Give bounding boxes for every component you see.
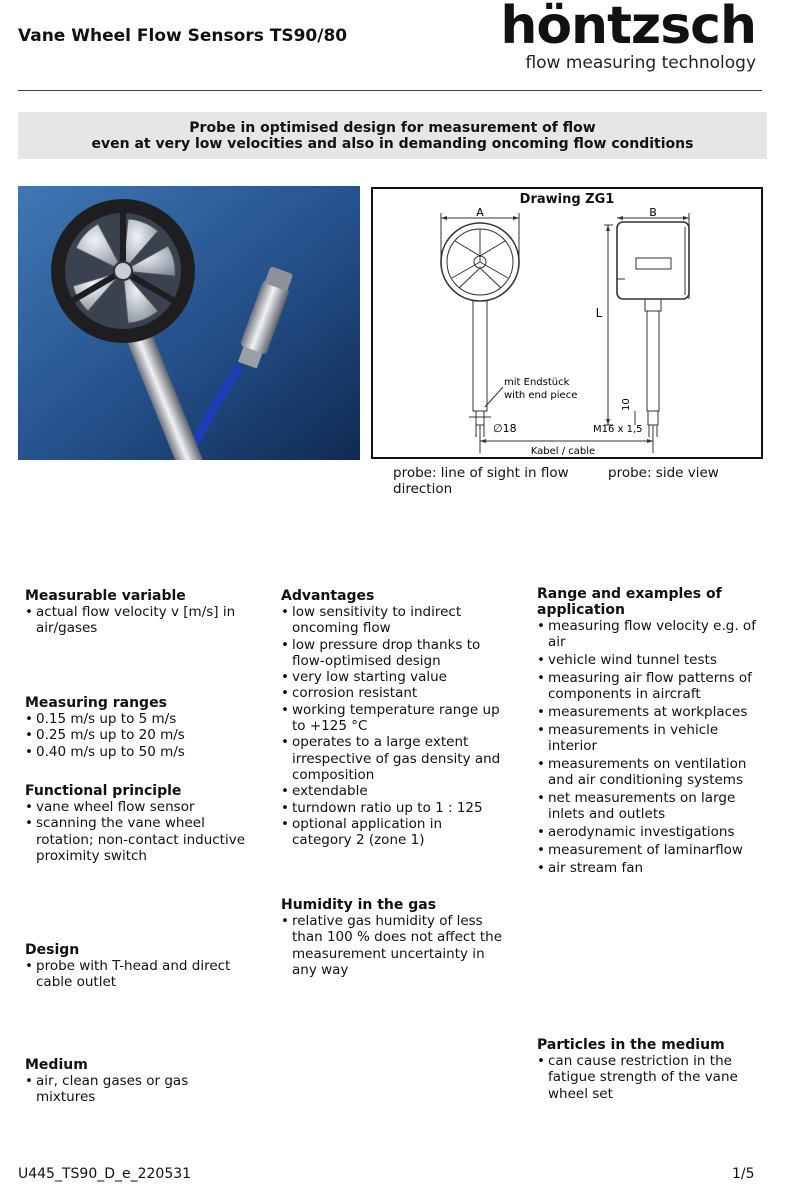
list-item: • turndown ratio up to 1 : 125 bbox=[281, 800, 503, 816]
list-item: • actual flow velocity v [m/s] in air/gases bbox=[25, 604, 255, 637]
drawing-title: Drawing ZG1 bbox=[519, 192, 615, 207]
dim-a-label: A bbox=[476, 206, 484, 219]
end-piece-label-en: with end piece bbox=[504, 390, 578, 401]
section-title: Humidity in the gas bbox=[281, 897, 437, 913]
document-title: Vane Wheel Flow Sensors TS90/80 bbox=[18, 26, 348, 46]
list-item: • aerodynamic investigations bbox=[537, 824, 759, 840]
list-item: • air, clean gases or gas mixtures bbox=[25, 1073, 225, 1106]
brand-logo bbox=[500, 0, 756, 73]
list-item: • measuring air flow patterns of components in aircraft bbox=[537, 670, 759, 703]
header-divider bbox=[18, 90, 762, 91]
list-item: • 0.15 m/s up to 5 m/s bbox=[25, 711, 255, 727]
page-number: 1/5 bbox=[732, 1166, 755, 1182]
product-photo bbox=[18, 186, 360, 460]
section-title: Range and examples of application bbox=[537, 586, 722, 618]
list-item: • probe with T-head and direct cable outlet bbox=[25, 958, 255, 991]
dim-l-label: L bbox=[595, 306, 603, 320]
list-item: • can cause restriction in the fatigue strength of the vane wheel set bbox=[537, 1053, 759, 1102]
list-item: • corrosion resistant bbox=[281, 685, 503, 701]
section-functional-principle bbox=[25, 783, 255, 864]
brand-tagline: flow measuring technology bbox=[525, 53, 756, 73]
list-item: • extendable bbox=[281, 783, 503, 799]
list-item: • working temperature range up to +125 °C bbox=[281, 702, 503, 735]
section-design bbox=[25, 942, 255, 991]
diameter-label: ∅18 bbox=[493, 422, 517, 435]
list-item: • measuring flow velocity e.g. of air bbox=[537, 618, 759, 651]
drawing-zg1 bbox=[371, 187, 763, 459]
caption-front-view: probe: line of sight in flow direction bbox=[393, 465, 569, 497]
list-item: • 0.25 m/s up to 20 m/s bbox=[25, 727, 255, 743]
section-title: Medium bbox=[25, 1057, 88, 1073]
section-measuring-ranges bbox=[25, 695, 255, 760]
section-measurable-variable bbox=[25, 588, 255, 637]
end-piece-label-de: mit Endstück bbox=[504, 377, 570, 388]
list-item: • low pressure drop thanks to flow-optimised design bbox=[281, 637, 503, 670]
cable-label: Kabel / cable bbox=[530, 446, 596, 457]
list-item: • measurements in vehicle interior bbox=[537, 722, 759, 755]
list-item: • optional application in category 2 (zone 1) bbox=[281, 816, 503, 849]
list-item: • scanning the vane wheel rotation; non-contact inductive proximity switch bbox=[25, 815, 255, 864]
list-item: • air stream fan bbox=[537, 860, 759, 876]
section-range-examples bbox=[537, 586, 759, 877]
list-item: • low sensitivity to indirect oncoming flow bbox=[281, 604, 503, 637]
brand-name: höntzsch bbox=[500, 0, 756, 56]
section-title: Functional principle bbox=[25, 783, 182, 799]
list-item: • relative gas humidity of less than 100 % does not affect the measurement uncertainty in any way bbox=[281, 913, 503, 978]
list-item: • vane wheel flow sensor bbox=[25, 799, 255, 815]
list-item: • measurements at workplaces bbox=[537, 704, 759, 720]
banner-line-1: Probe in optimised design for measurement of flow bbox=[189, 120, 596, 136]
thread-label: M16 x 1,5 bbox=[593, 424, 643, 435]
list-item: • measurements on ventilation and air conditioning systems bbox=[537, 756, 759, 789]
list-item: • net measurements on large inlets and outlets bbox=[537, 790, 759, 823]
caption-side-view: probe: side view bbox=[608, 465, 719, 481]
section-title: Advantages bbox=[281, 588, 375, 604]
section-title: Measurable variable bbox=[25, 588, 186, 604]
dim-b-label: B bbox=[649, 206, 657, 219]
intro-banner bbox=[18, 112, 767, 159]
drawing-figure bbox=[373, 189, 761, 457]
section-title: Design bbox=[25, 942, 80, 958]
list-item: • operates to a large extent irrespective of gas density and composition bbox=[281, 734, 503, 783]
section-particles bbox=[537, 1037, 759, 1102]
list-item: • vehicle wind tunnel tests bbox=[537, 652, 759, 668]
section-advantages bbox=[281, 588, 503, 848]
section-medium bbox=[25, 1057, 225, 1106]
list-item: • 0.40 m/s up to 50 m/s bbox=[25, 744, 255, 760]
section-title: Measuring ranges bbox=[25, 695, 167, 711]
list-item: • very low starting value bbox=[281, 669, 503, 685]
banner-line-2: even at very low velocities and also in demanding oncoming flow conditions bbox=[91, 136, 694, 152]
dim-10-label: 10 bbox=[621, 398, 632, 411]
section-humidity bbox=[281, 897, 503, 978]
list-item: • measurement of laminarflow bbox=[537, 842, 759, 858]
section-title: Particles in the medium bbox=[537, 1037, 725, 1053]
document-id: U445_TS90_D_e_220531 bbox=[18, 1166, 192, 1182]
